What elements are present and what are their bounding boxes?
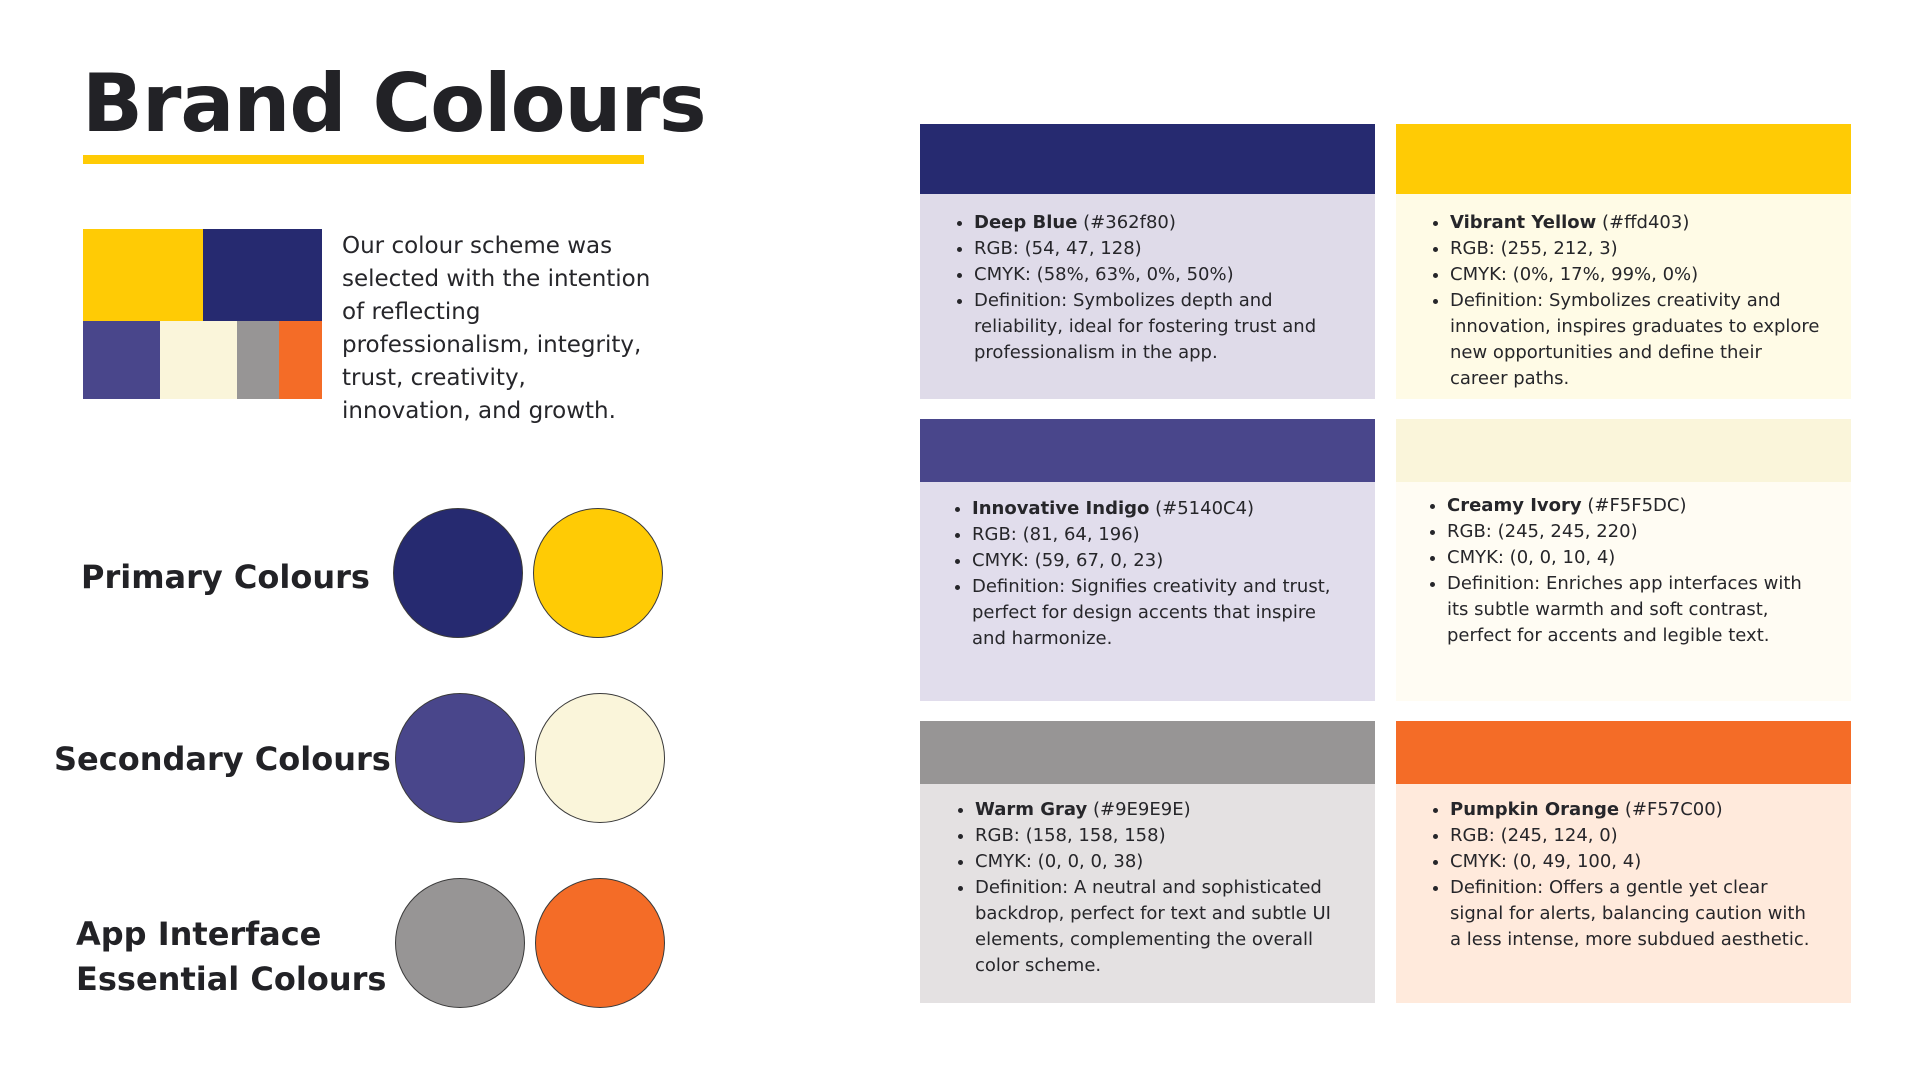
colour-mosaic [83,229,322,399]
interface-label-line2: Essential Colours [76,960,387,998]
interface-circle-gray [395,878,525,1008]
mosaic-swatch-gray [237,321,279,399]
card-rgb: • RGB: (81, 64, 196) [972,522,1345,548]
card-rgb: • RGB: (158, 158, 158) [975,823,1345,849]
card-hex-code: (#F5F5DC) [1587,495,1687,516]
card-colour-name: Warm Gray [975,799,1088,820]
card-rgb: • RGB: (245, 245, 220) [1447,519,1821,545]
card-name-item [975,797,1345,823]
card-cmyk: • CMYK: (0, 0, 0, 38) [975,849,1345,875]
card-cmyk: • CMYK: (0%, 17%, 99%, 0%) [1450,262,1821,288]
card-details-list [1426,210,1821,392]
mosaic-swatch-deep-blue [203,229,322,321]
card-details-list [1423,493,1821,649]
card-name-item [1450,210,1821,236]
mosaic-swatch-indigo [83,321,160,399]
primary-circle-deep-blue [393,508,523,638]
card-swatch-strip [1396,721,1851,784]
interface-label-line1: App Interface [76,915,322,953]
card-definition: • Definition: Symbolizes creativity and innovation, inspires graduates to explore new opportunities and define their career paths. [1450,288,1821,392]
colour-card-creamy-ivory [1396,419,1851,701]
card-details-list [948,496,1345,652]
secondary-colours-label: Secondary Colours [54,740,391,778]
primary-circle-yellow [533,508,663,638]
mosaic-swatch-yellow [83,229,203,321]
primary-colours-label: Primary Colours [81,558,370,596]
card-swatch-strip [1396,124,1851,194]
card-name-item [1450,797,1821,823]
card-definition: • Definition: Signifies creativity and trust, perfect for design accents that inspire and harmonize. [972,574,1345,652]
colour-card-deep-blue [920,124,1375,399]
card-colour-name: Creamy Ivory [1447,495,1582,516]
card-definition: • Definition: Offers a gentle yet clear signal for alerts, balancing caution with a less intense, more subdued aesthetic. [1450,875,1821,953]
secondary-circle-indigo [395,693,525,823]
card-rgb: • RGB: (245, 124, 0) [1450,823,1821,849]
card-body [1396,194,1851,399]
card-details-list [951,797,1345,979]
card-hex-code: (#9E9E9E) [1092,799,1191,820]
mosaic-swatch-orange [279,321,322,399]
card-hex-code: (#ffd403) [1602,212,1690,233]
card-body [920,482,1375,701]
card-swatch-strip [920,124,1375,194]
card-colour-name: Innovative Indigo [972,498,1150,519]
card-body [1396,784,1851,1003]
intro-text: Our colour scheme was selected with the intention of reflecting professionalism, integrity, trust, creativity, innovation, and growth. [342,233,651,424]
card-cmyk: • CMYK: (58%, 63%, 0%, 50%) [974,262,1345,288]
colour-card-warm-gray [920,721,1375,1003]
card-swatch-strip [1396,419,1851,482]
interface-circle-orange [535,878,665,1008]
card-definition: • Definition: Enriches app interfaces with its subtle warmth and soft contrast, perfect for accents and legible text. [1447,571,1821,649]
card-colour-name: Deep Blue [974,212,1078,233]
card-body [920,784,1375,1003]
page-title: Brand Colours [82,57,706,150]
title-underline [83,155,644,164]
card-body [1396,482,1851,701]
card-swatch-strip [920,721,1375,784]
card-name-item [972,496,1345,522]
card-swatch-strip [920,419,1375,482]
mosaic-swatch-ivory [160,321,237,399]
colour-card-vibrant-yellow [1396,124,1851,399]
card-colour-name: Pumpkin Orange [1450,799,1620,820]
card-hex-code: (#F57C00) [1624,799,1723,820]
card-details-list [950,210,1345,366]
card-hex-code: (#362f80) [1083,212,1176,233]
card-colour-name: Vibrant Yellow [1450,212,1597,233]
colour-card-innovative-indigo [920,419,1375,701]
card-definition: • Definition: Symbolizes depth and reliability, ideal for fostering trust and professionalism in the app. [974,288,1345,366]
card-details-list [1426,797,1821,953]
card-body [920,194,1375,399]
card-rgb: • RGB: (54, 47, 128) [974,236,1345,262]
card-rgb: • RGB: (255, 212, 3) [1450,236,1821,262]
card-name-item [1447,493,1821,519]
card-cmyk: • CMYK: (0, 0, 10, 4) [1447,545,1821,571]
card-definition: • Definition: A neutral and sophisticated backdrop, perfect for text and subtle UI elements, complementing the overall color scheme. [975,875,1345,979]
card-cmyk: • CMYK: (59, 67, 0, 23) [972,548,1345,574]
card-hex-code: (#5140C4) [1155,498,1255,519]
interface-colours-label [76,912,386,1002]
card-cmyk: • CMYK: (0, 49, 100, 4) [1450,849,1821,875]
colour-card-pumpkin-orange [1396,721,1851,1003]
secondary-circle-ivory [535,693,665,823]
card-name-item [974,210,1345,236]
